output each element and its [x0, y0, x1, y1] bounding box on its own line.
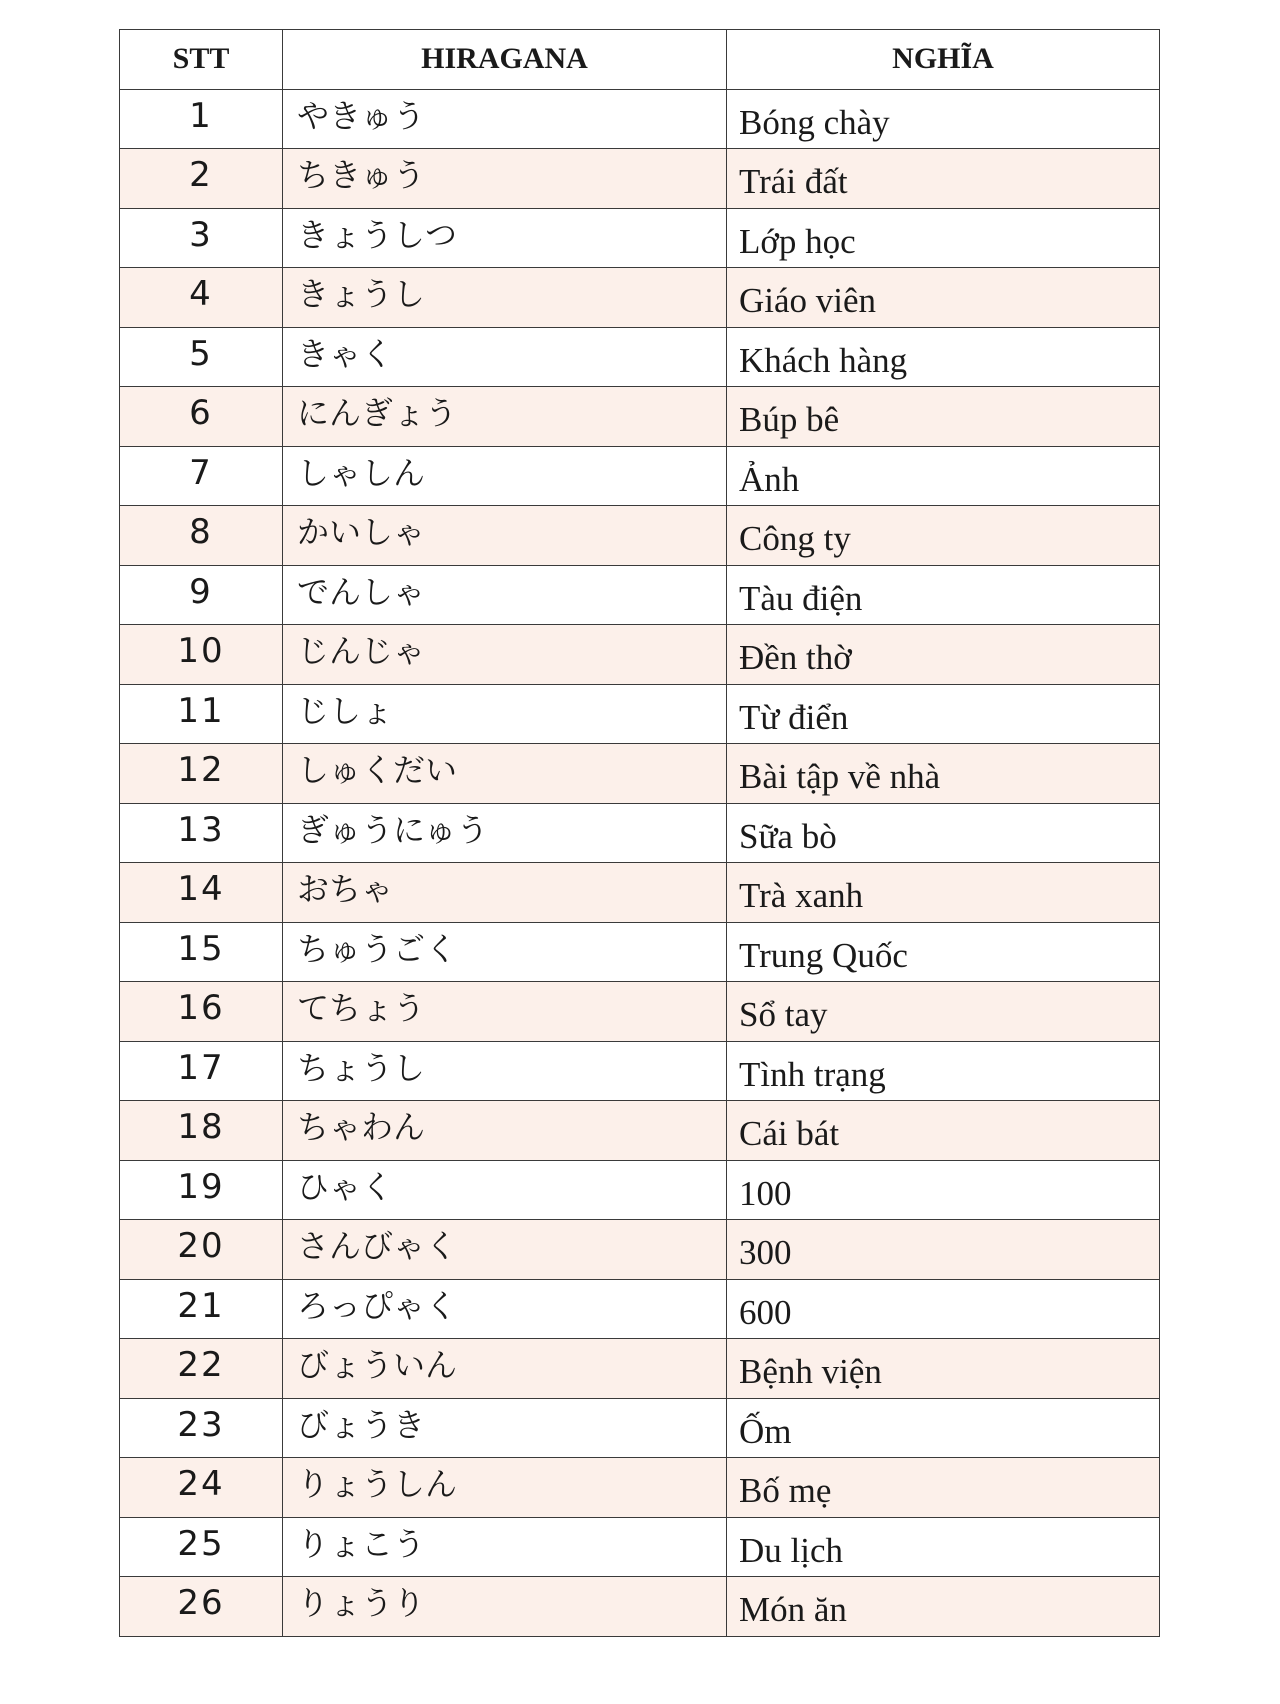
hiragana-cell: りょうしん: [283, 1458, 727, 1518]
hiragana-cell: かいしゃ: [283, 506, 727, 566]
table-row: [120, 1458, 1160, 1518]
header-row: [120, 30, 1160, 90]
vocabulary-table: [119, 29, 1160, 1637]
meaning-cell: Sổ tay: [727, 982, 1160, 1042]
meaning-cell: Trái đất: [727, 149, 1160, 209]
table-row: [120, 565, 1160, 625]
table-row: [120, 1577, 1160, 1637]
meaning-cell: Bóng chày: [727, 89, 1160, 149]
row-number-cell: 20: [120, 1220, 283, 1280]
hiragana-cell: じしょ: [283, 684, 727, 744]
table-row: [120, 1160, 1160, 1220]
hiragana-cell: ちょうし: [283, 1041, 727, 1101]
hiragana-cell: きょうしつ: [283, 208, 727, 268]
table-row: [120, 387, 1160, 447]
header-meaning: NGHĨA: [727, 30, 1160, 90]
table-row: [120, 922, 1160, 982]
row-number-cell: 18: [120, 1101, 283, 1161]
table-body: [120, 89, 1160, 1636]
hiragana-cell: ろっぴゃく: [283, 1279, 727, 1339]
row-number-cell: 6: [120, 387, 283, 447]
row-number-cell: 5: [120, 327, 283, 387]
table-row: [120, 1101, 1160, 1161]
row-number-cell: 10: [120, 625, 283, 685]
meaning-cell: 300: [727, 1220, 1160, 1280]
row-number-cell: 13: [120, 803, 283, 863]
hiragana-cell: じんじゃ: [283, 625, 727, 685]
table-row: [120, 327, 1160, 387]
row-number-cell: 1: [120, 89, 283, 149]
row-number-cell: 24: [120, 1458, 283, 1518]
row-number-cell: 4: [120, 268, 283, 328]
row-number-cell: 11: [120, 684, 283, 744]
header-stt: STT: [120, 30, 283, 90]
table-row: [120, 506, 1160, 566]
meaning-cell: Ốm: [727, 1398, 1160, 1458]
row-number-cell: 19: [120, 1160, 283, 1220]
table-row: [120, 1339, 1160, 1399]
hiragana-cell: おちゃ: [283, 863, 727, 923]
table-row: [120, 863, 1160, 923]
hiragana-cell: しゅくだい: [283, 744, 727, 804]
hiragana-cell: きゃく: [283, 327, 727, 387]
meaning-cell: Giáo viên: [727, 268, 1160, 328]
meaning-cell: 600: [727, 1279, 1160, 1339]
hiragana-cell: びょうき: [283, 1398, 727, 1458]
table-row: [120, 1279, 1160, 1339]
hiragana-cell: ちゃわん: [283, 1101, 727, 1161]
table-row: [120, 446, 1160, 506]
row-number-cell: 16: [120, 982, 283, 1042]
row-number-cell: 12: [120, 744, 283, 804]
meaning-cell: Lớp học: [727, 208, 1160, 268]
row-number-cell: 15: [120, 922, 283, 982]
hiragana-cell: しゃしん: [283, 446, 727, 506]
table-row: [120, 1517, 1160, 1577]
table-row: [120, 803, 1160, 863]
meaning-cell: Bố mẹ: [727, 1458, 1160, 1518]
table-row: [120, 149, 1160, 209]
meaning-cell: Bài tập về nhà: [727, 744, 1160, 804]
hiragana-cell: ぎゅうにゅう: [283, 803, 727, 863]
hiragana-cell: びょういん: [283, 1339, 727, 1399]
row-number-cell: 21: [120, 1279, 283, 1339]
meaning-cell: Ảnh: [727, 446, 1160, 506]
meaning-cell: Trung Quốc: [727, 922, 1160, 982]
row-number-cell: 9: [120, 565, 283, 625]
table-row: [120, 625, 1160, 685]
row-number-cell: 8: [120, 506, 283, 566]
hiragana-cell: きょうし: [283, 268, 727, 328]
row-number-cell: 23: [120, 1398, 283, 1458]
hiragana-cell: ちゅうごく: [283, 922, 727, 982]
table-row: [120, 268, 1160, 328]
header-hiragana: HIRAGANA: [283, 30, 727, 90]
table-row: [120, 1398, 1160, 1458]
row-number-cell: 22: [120, 1339, 283, 1399]
meaning-cell: Khách hàng: [727, 327, 1160, 387]
hiragana-cell: ひゃく: [283, 1160, 727, 1220]
meaning-cell: Món ăn: [727, 1577, 1160, 1637]
meaning-cell: Du lịch: [727, 1517, 1160, 1577]
table-row: [120, 744, 1160, 804]
row-number-cell: 3: [120, 208, 283, 268]
meaning-cell: Cái bát: [727, 1101, 1160, 1161]
row-number-cell: 2: [120, 149, 283, 209]
table-row: [120, 1041, 1160, 1101]
table-row: [120, 89, 1160, 149]
meaning-cell: 100: [727, 1160, 1160, 1220]
meaning-cell: Tình trạng: [727, 1041, 1160, 1101]
row-number-cell: 7: [120, 446, 283, 506]
hiragana-cell: りょこう: [283, 1517, 727, 1577]
meaning-cell: Búp bê: [727, 387, 1160, 447]
meaning-cell: Trà xanh: [727, 863, 1160, 923]
meaning-cell: Đền thờ: [727, 625, 1160, 685]
hiragana-cell: にんぎょう: [283, 387, 727, 447]
meaning-cell: Từ điển: [727, 684, 1160, 744]
hiragana-cell: さんびゃく: [283, 1220, 727, 1280]
table-row: [120, 208, 1160, 268]
row-number-cell: 17: [120, 1041, 283, 1101]
row-number-cell: 25: [120, 1517, 283, 1577]
row-number-cell: 14: [120, 863, 283, 923]
meaning-cell: Bệnh viện: [727, 1339, 1160, 1399]
hiragana-cell: てちょう: [283, 982, 727, 1042]
hiragana-cell: やきゅう: [283, 89, 727, 149]
meaning-cell: Tàu điện: [727, 565, 1160, 625]
table-row: [120, 1220, 1160, 1280]
row-number-cell: 26: [120, 1577, 283, 1637]
meaning-cell: Sữa bò: [727, 803, 1160, 863]
hiragana-cell: りょうり: [283, 1577, 727, 1637]
table-row: [120, 982, 1160, 1042]
table-row: [120, 684, 1160, 744]
hiragana-cell: ちきゅう: [283, 149, 727, 209]
hiragana-cell: でんしゃ: [283, 565, 727, 625]
meaning-cell: Công ty: [727, 506, 1160, 566]
